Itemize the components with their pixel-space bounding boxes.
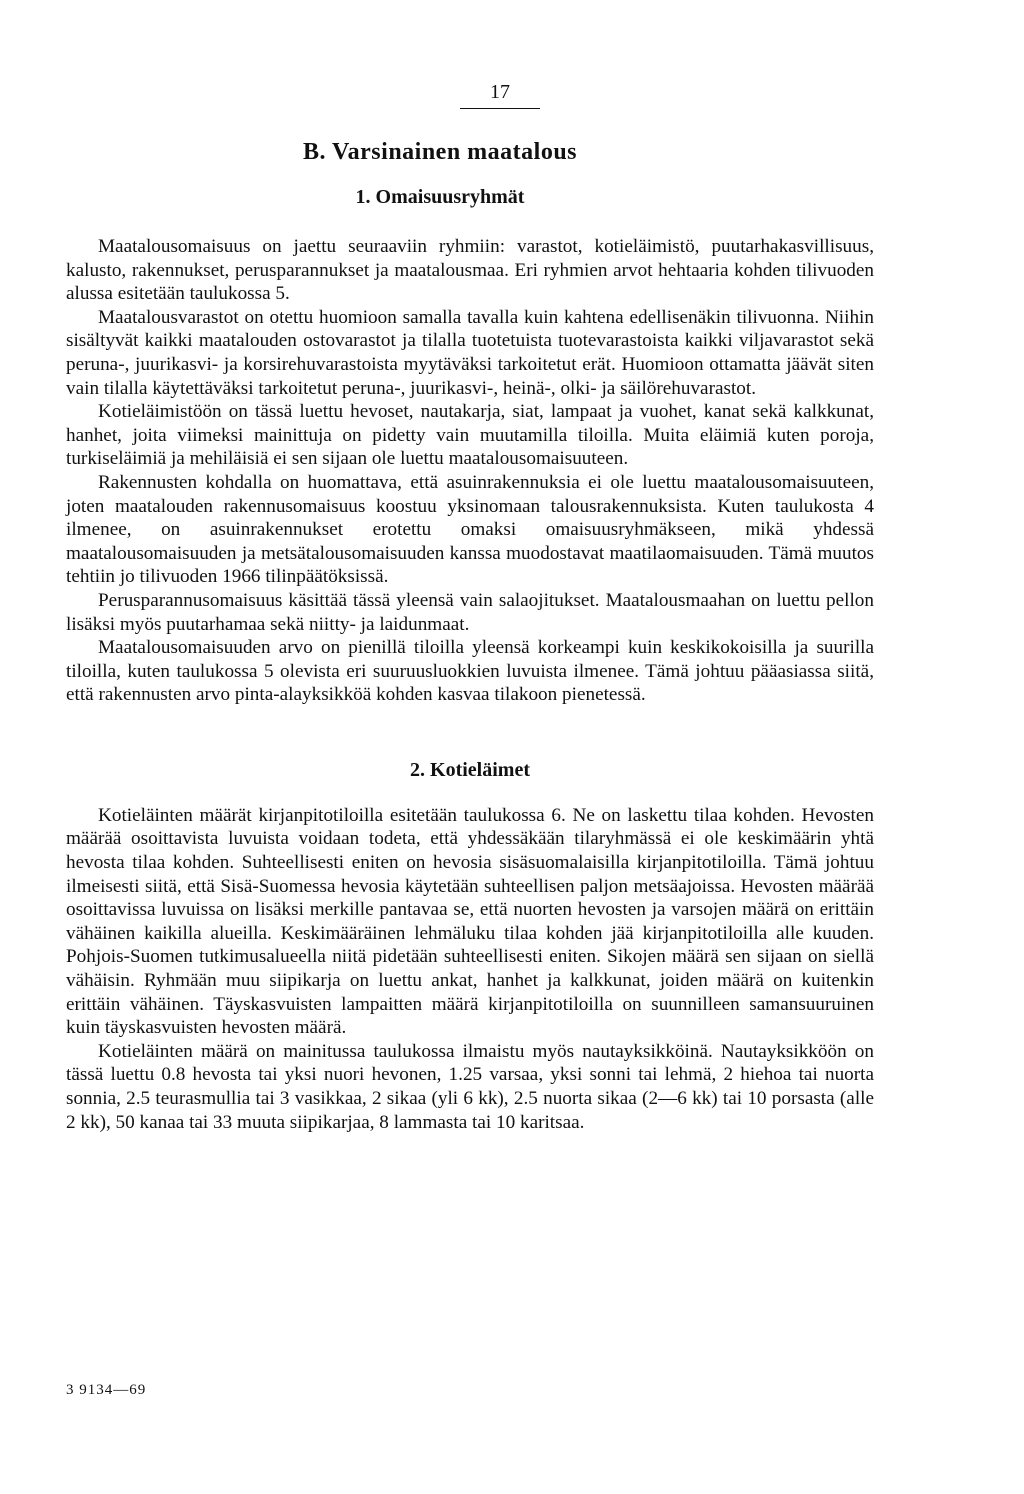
paragraph: Kotieläinten määrä on mainitussa taulukossa ilmaistu myös nautayksikköinä. Nautayksikköön on tässä luettu 0.8 hevosta tai yksi nuori hevonen, 1.25 varsaa, yksi sonni tai lehmä, 2 hiehoa tai nuorta sonnia, 2.5 teurasmullia tai 3 vasikkaa, 2 sikaa (yli 6 kk), 2.5 nuorta sikaa (2—6 kk) tai 10 porsasta (alle 2 kk), 50 kanaa tai 33 muuta siipikarjaa, 8 lammasta tai 10 karitsaa. <box>66 1040 874 1133</box>
subsection-1-body <box>66 235 874 707</box>
subsection-1-title: 1. Omaisuusryhmät <box>355 186 525 208</box>
paragraph: Maatalousomaisuuden arvo on pienillä tiloilla yleensä korkeampi kuin keskikokoisilla ja suurilla tiloilla, kuten taulukossa 5 olevista eri suuruusluokkien luvuista ilmenee. Tämä johtuu pääasiassa siitä, että rakennusten arvo pinta-alayksikköä kohden kasvaa tilakoon pienetessä. <box>66 637 874 706</box>
subsection-2-body <box>66 804 874 1134</box>
paragraph: Perusparannusomaisuus käsittää tässä yleensä vain salaojitukset. Maatalousmaahan on luettu pellon lisäksi myös puutarhamaa sekä niitty- ja laidunmaat. <box>66 589 874 635</box>
paragraph: Maatalousomaisuus on jaettu seuraaviin ryhmiin: varastot, kotieläimistö, puutarhakasvillisuus, kalusto, rakennukset, perusparannukset ja maatalousmaa. Eri ryhmien arvot hehtaaria kohden tilivuoden alussa esitetään taulukossa 5. <box>66 236 874 305</box>
subsection-2-title: 2. Kotieläimet <box>410 758 530 781</box>
document-page <box>66 80 874 1134</box>
page-number: 17 <box>460 80 540 109</box>
paragraph: Kotieläinten määrät kirjanpitotiloilla esitetään taulukossa 6. Ne on laskettu tilaa kohden. Hevosten määrää osoittavista luvuista voidaan todeta, että yhdessäkään tilaryhmässä ei ole keskimäärin yhtä hevosta tilaa kohden. Suhteellisesti eniten on hevosia sisäsuomalaisilla kirjanpitotiloilla. Tämä johtuu ilmeisesti siitä, että Sisä-Suomessa hevosia käytetään suhteellisen paljon metsäajoissa. Hevosten määrää osoittavissa luvuissa on lisäksi merkille pantavaa se, että nuorten hevosten ja varsojen määrä on erittäin vähäinen kaikilla alueilla. Keskimääräinen lehmäluku tilaa kohden jää kirjanpitotiloilla alle kuuden. Pohjois-Suomen tutkimusalueella niitä pidetään suhteellisesti eniten. Sikojen määrä sen sijaan on siellä vähäisin. Ryhmään muu siipikarja on luettu ankat, hanhet ja kalkkunat, joiden määrä on kuitenkin erittäin vähäinen. Täyskasvuisten lampaitten määrä kirjanpitotiloilla on suunnilleen samansuuruinen kuin täyskasvuisten hevosten määrä. <box>66 804 874 1039</box>
footer-code: 3 9134—69 <box>66 1382 147 1398</box>
paragraph: Kotieläimistöön on tässä luettu hevoset, nautakarja, siat, lampaat ja vuohet, kanat sekä kalkkunat, hanhet, joita viimeksi mainittuja on pidetty vain muutamilla tiloilla. Muita eläimiä kuten poroja, turkiseläimiä ja mehiläisiä ei sen sijaan ole luettu maatalousomaisuuteen. <box>66 401 874 470</box>
paragraph: Maatalousvarastot on otettu huomioon samalla tavalla kuin kahtena edellisenäkin tilivuonna. Niihin sisältyvät kaikki maatalouden ostovarastot ja tilalla tuotetuista tuotevarastoista kaikki viljavarastot sekä peruna-, juurikasvi- ja korsirehuvarastoista myytäväksi tarkoitetut erät. Huomioon ottamatta jäävät siten vain tilalla käytettäväksi tarkoitetut peruna-, juurikasvi-, heinä-, olki- ja säilörehuvarastot. <box>66 306 874 399</box>
paragraph: Rakennusten kohdalla on huomattava, että asuinrakennuksia ei ole luettu maatalousomaisuuteen, joten maatalouden rakennusomaisuus koostuu yksinomaan talousrakennuksista. Kuten taulukosta 4 ilmenee, on asuinrakennukset erotettu omaksi omaisuusryhmäkseen, mikä yhdessä maatalousomaisuuden ja metsätalousomaisuuden kanssa muodostavat maatilaomaisuuden. Tämä muutos tehtiin jo tilivuoden 1966 tilinpäätöksissä. <box>66 471 874 588</box>
section-title: B. Varsinainen maatalous <box>302 139 578 165</box>
